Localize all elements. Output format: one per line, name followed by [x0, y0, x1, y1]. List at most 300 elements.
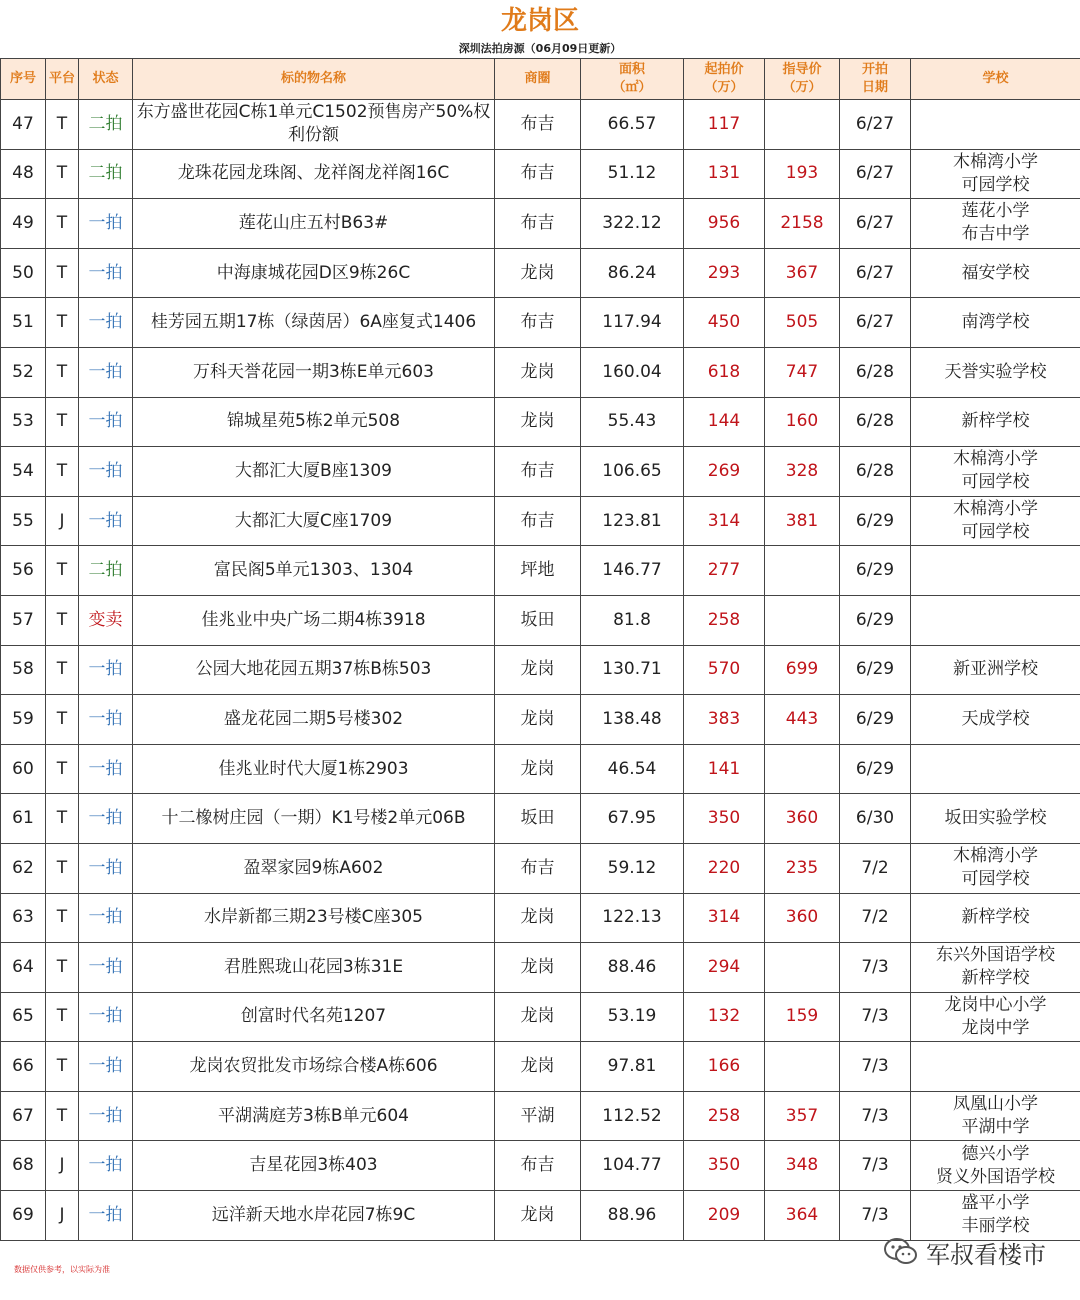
table-row — [1, 447, 1080, 497]
table-header-row — [1, 59, 1080, 100]
table-row — [1, 298, 1080, 348]
cell-school — [911, 397, 1080, 447]
cell-name: 佳兆业时代大厦1栋2903 — [133, 744, 495, 794]
cell-size: 117.94 — [581, 298, 684, 348]
cell-guide-price: 505 — [765, 298, 840, 348]
cell-guide-price: 357 — [765, 1091, 840, 1141]
cell-size: 88.96 — [581, 1191, 684, 1241]
cell-name: 中海康城花园D区9栋26C — [133, 248, 495, 298]
cell-name: 佳兆业中央广场二期4栋3918 — [133, 595, 495, 645]
header-zone: 商圈 — [495, 59, 581, 100]
cell-date: 6/28 — [840, 397, 911, 447]
cell-size: 55.43 — [581, 397, 684, 447]
cell-zone: 龙岗 — [495, 248, 581, 298]
school-line: 新梓学校 — [961, 968, 1030, 989]
cell-zone: 布吉 — [495, 447, 581, 497]
table-row — [1, 695, 1080, 745]
cell-platform: T — [46, 199, 79, 249]
table-row — [1, 992, 1080, 1042]
cell-school — [911, 546, 1080, 596]
cell-size: 46.54 — [581, 744, 684, 794]
watermark-text: 军叔看楼市 — [926, 1240, 1046, 1269]
cell-name: 公园大地花园五期37栋B栋503 — [133, 645, 495, 695]
cell-guide-price: 364 — [765, 1191, 840, 1241]
school-line: 天成学校 — [961, 708, 1030, 729]
cell-start-price: 350 — [684, 794, 765, 844]
cell-seq: 48 — [1, 149, 46, 199]
cell-seq: 61 — [1, 794, 46, 844]
cell-zone: 布吉 — [495, 1141, 581, 1191]
cell-guide-price — [765, 943, 840, 993]
school-line: 可园学校 — [961, 522, 1030, 543]
cell-status: 一拍 — [79, 992, 133, 1042]
table-body — [1, 100, 1080, 1241]
cell-start-price: 220 — [684, 843, 765, 893]
cell-start-price: 269 — [684, 447, 765, 497]
cell-seq: 47 — [1, 100, 46, 150]
cell-name: 桂芳园五期17栋（绿茵居）6A座复式1406 — [133, 298, 495, 348]
cell-seq: 53 — [1, 397, 46, 447]
cell-name: 创富时代名苑1207 — [133, 992, 495, 1042]
header-start-price — [684, 59, 765, 100]
cell-date: 6/27 — [840, 149, 911, 199]
listing-table — [0, 58, 1080, 1241]
cell-zone: 龙岗 — [495, 397, 581, 447]
table-row — [1, 199, 1080, 249]
wechat-icon — [884, 1237, 918, 1267]
cell-date: 7/2 — [840, 843, 911, 893]
school-line: 莲花小学 — [961, 201, 1030, 222]
cell-guide-price: 159 — [765, 992, 840, 1042]
cell-zone: 布吉 — [495, 149, 581, 199]
cell-school — [911, 943, 1080, 993]
cell-name: 莲花山庄五村B63# — [133, 199, 495, 249]
cell-zone: 布吉 — [495, 843, 581, 893]
cell-zone: 布吉 — [495, 199, 581, 249]
table-row — [1, 1042, 1080, 1092]
cell-platform: T — [46, 1042, 79, 1092]
school-line: 南湾学校 — [961, 312, 1030, 333]
cell-name: 平湖满庭芳3栋B单元604 — [133, 1091, 495, 1141]
cell-platform: T — [46, 248, 79, 298]
cell-size: 51.12 — [581, 149, 684, 199]
cell-date: 6/27 — [840, 199, 911, 249]
table-row — [1, 1091, 1080, 1141]
school-line: 贤义外国语学校 — [936, 1166, 1055, 1187]
cell-seq: 69 — [1, 1191, 46, 1241]
school-line: 可园学校 — [961, 472, 1030, 493]
header-status: 状态 — [79, 59, 133, 100]
cell-seq: 54 — [1, 447, 46, 497]
cell-platform: T — [46, 595, 79, 645]
cell-size: 59.12 — [581, 843, 684, 893]
cell-status: 二拍 — [79, 100, 133, 150]
cell-platform: T — [46, 744, 79, 794]
table-row — [1, 1141, 1080, 1191]
header-date — [840, 59, 911, 100]
cell-platform: T — [46, 645, 79, 695]
cell-zone: 龙岗 — [495, 992, 581, 1042]
cell-status: 一拍 — [79, 1091, 133, 1141]
cell-seq: 68 — [1, 1141, 46, 1191]
header-guide-line1: 指导价 — [782, 62, 822, 77]
cell-status: 一拍 — [79, 893, 133, 943]
cell-date: 6/27 — [840, 298, 911, 348]
cell-start-price: 144 — [684, 397, 765, 447]
header-size-line2: （㎡） — [612, 80, 652, 95]
cell-platform: J — [46, 496, 79, 546]
cell-seq: 49 — [1, 199, 46, 249]
cell-guide-price: 2158 — [765, 199, 840, 249]
header-guide-price — [765, 59, 840, 100]
school-line: 天誉实验学校 — [944, 361, 1047, 382]
table-row — [1, 248, 1080, 298]
table-row — [1, 843, 1080, 893]
cell-status: 一拍 — [79, 248, 133, 298]
cell-status: 一拍 — [79, 496, 133, 546]
page-title: 龙岗区 — [500, 6, 579, 36]
cell-size: 88.46 — [581, 943, 684, 993]
cell-status: 一拍 — [79, 1042, 133, 1092]
cell-status: 二拍 — [79, 546, 133, 596]
cell-start-price: 117 — [684, 100, 765, 150]
cell-platform: T — [46, 843, 79, 893]
header-name: 标的物名称 — [133, 59, 495, 100]
cell-guide-price: 193 — [765, 149, 840, 199]
cell-platform: T — [46, 992, 79, 1042]
school-line: 木棉湾小学 — [953, 449, 1038, 470]
cell-platform: T — [46, 546, 79, 596]
school-line: 龙岗中心小学 — [944, 994, 1047, 1015]
cell-platform: J — [46, 1191, 79, 1241]
header-seq: 序号 — [1, 59, 46, 100]
cell-date: 7/3 — [840, 1091, 911, 1141]
cell-start-price: 132 — [684, 992, 765, 1042]
cell-name: 东方盛世花园C栋1单元C1502预售房产50%权利份额 — [133, 100, 495, 150]
school-line: 可园学校 — [961, 174, 1030, 195]
cell-size: 104.77 — [581, 1141, 684, 1191]
cell-status: 一拍 — [79, 347, 133, 397]
cell-date: 7/3 — [840, 1141, 911, 1191]
school-line: 新梓学校 — [961, 907, 1030, 928]
cell-school — [911, 794, 1080, 844]
cell-status: 一拍 — [79, 794, 133, 844]
cell-status: 一拍 — [79, 744, 133, 794]
table-row — [1, 347, 1080, 397]
cell-start-price: 314 — [684, 893, 765, 943]
header-size-line1: 面积 — [618, 62, 645, 77]
cell-start-price: 166 — [684, 1042, 765, 1092]
table-row — [1, 100, 1080, 150]
cell-seq: 56 — [1, 546, 46, 596]
cell-status: 一拍 — [79, 298, 133, 348]
cell-name: 盈翠家园9栋A602 — [133, 843, 495, 893]
school-line: 坂田实验学校 — [944, 808, 1047, 829]
school-line: 福安学校 — [961, 262, 1030, 283]
header-size — [581, 59, 684, 100]
cell-seq: 65 — [1, 992, 46, 1042]
cell-size: 130.71 — [581, 645, 684, 695]
cell-zone: 布吉 — [495, 100, 581, 150]
table-row — [1, 397, 1080, 447]
cell-zone: 龙岗 — [495, 744, 581, 794]
cell-size: 67.95 — [581, 794, 684, 844]
cell-seq: 55 — [1, 496, 46, 546]
cell-start-price: 141 — [684, 744, 765, 794]
cell-zone: 龙岗 — [495, 1191, 581, 1241]
cell-name: 大都汇大厦C座1709 — [133, 496, 495, 546]
header-school: 学校 — [911, 59, 1080, 100]
cell-school — [911, 843, 1080, 893]
header-date-line1: 开拍 — [861, 62, 888, 77]
table-row — [1, 595, 1080, 645]
cell-platform: T — [46, 347, 79, 397]
cell-school — [911, 347, 1080, 397]
cell-platform: T — [46, 149, 79, 199]
cell-guide-price: 443 — [765, 695, 840, 745]
cell-seq: 52 — [1, 347, 46, 397]
cell-guide-price: 367 — [765, 248, 840, 298]
table-row — [1, 149, 1080, 199]
cell-date: 7/3 — [840, 943, 911, 993]
cell-size: 106.65 — [581, 447, 684, 497]
table-row — [1, 546, 1080, 596]
cell-name: 水岸新都三期23号楼C座305 — [133, 893, 495, 943]
cell-date: 6/29 — [840, 546, 911, 596]
cell-name: 锦城星苑5栋2单元508 — [133, 397, 495, 447]
cell-status: 变卖 — [79, 595, 133, 645]
cell-zone: 平湖 — [495, 1091, 581, 1141]
cell-name: 盛龙花园二期5号楼302 — [133, 695, 495, 745]
cell-school — [911, 100, 1080, 150]
cell-platform: J — [46, 1141, 79, 1191]
cell-school — [911, 695, 1080, 745]
cell-seq: 59 — [1, 695, 46, 745]
cell-platform: T — [46, 943, 79, 993]
cell-start-price: 293 — [684, 248, 765, 298]
cell-seq: 66 — [1, 1042, 46, 1092]
school-line: 木棉湾小学 — [953, 499, 1038, 520]
cell-date: 6/28 — [840, 347, 911, 397]
header-date-line2: 日期 — [861, 80, 888, 95]
cell-guide-price — [765, 595, 840, 645]
school-line: 可园学校 — [961, 869, 1030, 890]
cell-platform: T — [46, 1091, 79, 1141]
school-line: 凤凰山小学 — [953, 1094, 1038, 1115]
cell-seq: 58 — [1, 645, 46, 695]
cell-name: 君胜熙珑山花园3栋31E — [133, 943, 495, 993]
school-line: 新亚洲学校 — [953, 659, 1038, 680]
cell-platform: T — [46, 794, 79, 844]
school-line: 平湖中学 — [961, 1117, 1030, 1138]
cell-school — [911, 447, 1080, 497]
school-line: 龙岗中学 — [961, 1017, 1030, 1038]
cell-name: 远洋新天地水岸花园7栋9C — [133, 1191, 495, 1241]
cell-status: 一拍 — [79, 1191, 133, 1241]
cell-size: 138.48 — [581, 695, 684, 745]
table-row — [1, 645, 1080, 695]
cell-school — [911, 893, 1080, 943]
cell-zone: 布吉 — [495, 298, 581, 348]
cell-status: 一拍 — [79, 943, 133, 993]
cell-start-price: 209 — [684, 1191, 765, 1241]
cell-date: 6/29 — [840, 695, 911, 745]
cell-seq: 51 — [1, 298, 46, 348]
cell-size: 53.19 — [581, 992, 684, 1042]
header-platform: 平台 — [46, 59, 79, 100]
cell-status: 一拍 — [79, 843, 133, 893]
cell-date: 6/29 — [840, 744, 911, 794]
cell-status: 二拍 — [79, 149, 133, 199]
cell-platform: T — [46, 397, 79, 447]
cell-date: 7/3 — [840, 1191, 911, 1241]
cell-size: 160.04 — [581, 347, 684, 397]
table-row — [1, 943, 1080, 993]
cell-start-price: 618 — [684, 347, 765, 397]
cell-guide-price: 360 — [765, 893, 840, 943]
cell-size: 86.24 — [581, 248, 684, 298]
cell-zone: 坂田 — [495, 794, 581, 844]
cell-school — [911, 496, 1080, 546]
cell-zone: 龙岗 — [495, 1042, 581, 1092]
cell-start-price: 314 — [684, 496, 765, 546]
cell-guide-price — [765, 100, 840, 150]
school-line: 木棉湾小学 — [953, 151, 1038, 172]
table-row — [1, 794, 1080, 844]
cell-school — [911, 1141, 1080, 1191]
cell-date: 6/27 — [840, 248, 911, 298]
cell-school — [911, 149, 1080, 199]
cell-guide-price: 360 — [765, 794, 840, 844]
cell-zone: 龙岗 — [495, 893, 581, 943]
header-guide-line2: （万） — [782, 80, 822, 95]
table-row — [1, 496, 1080, 546]
cell-guide-price — [765, 1042, 840, 1092]
school-line: 布吉中学 — [961, 224, 1030, 245]
cell-guide-price — [765, 744, 840, 794]
cell-date: 7/3 — [840, 1042, 911, 1092]
cell-seq: 57 — [1, 595, 46, 645]
cell-school — [911, 298, 1080, 348]
cell-size: 322.12 — [581, 199, 684, 249]
cell-seq: 64 — [1, 943, 46, 993]
cell-name: 大都汇大厦B座1309 — [133, 447, 495, 497]
cell-status: 一拍 — [79, 397, 133, 447]
cell-guide-price: 699 — [765, 645, 840, 695]
school-line: 盛平小学 — [961, 1193, 1030, 1214]
cell-start-price: 131 — [684, 149, 765, 199]
cell-name: 吉星花园3栋403 — [133, 1141, 495, 1191]
school-line: 德兴小学 — [961, 1143, 1030, 1164]
school-line: 新梓学校 — [961, 411, 1030, 432]
cell-platform: T — [46, 100, 79, 150]
cell-start-price: 258 — [684, 595, 765, 645]
cell-platform: T — [46, 695, 79, 745]
cell-guide-price: 381 — [765, 496, 840, 546]
cell-start-price: 350 — [684, 1141, 765, 1191]
cell-start-price: 277 — [684, 546, 765, 596]
cell-size: 81.8 — [581, 595, 684, 645]
cell-date: 6/27 — [840, 100, 911, 150]
cell-date: 7/3 — [840, 992, 911, 1042]
cell-seq: 67 — [1, 1091, 46, 1141]
cell-seq: 60 — [1, 744, 46, 794]
cell-guide-price: 348 — [765, 1141, 840, 1191]
cell-school — [911, 595, 1080, 645]
cell-zone: 龙岗 — [495, 695, 581, 745]
cell-seq: 50 — [1, 248, 46, 298]
cell-size: 66.57 — [581, 100, 684, 150]
school-line: 木棉湾小学 — [953, 846, 1038, 867]
school-line: 丰丽学校 — [961, 1216, 1030, 1237]
cell-zone: 龙岗 — [495, 347, 581, 397]
cell-date: 6/30 — [840, 794, 911, 844]
cell-zone: 龙岗 — [495, 943, 581, 993]
cell-name: 十二橡树庄园（一期）K1号楼2单元06B — [133, 794, 495, 844]
cell-name: 龙岗农贸批发市场综合楼A栋606 — [133, 1042, 495, 1092]
cell-school — [911, 248, 1080, 298]
cell-start-price: 570 — [684, 645, 765, 695]
cell-guide-price: 235 — [765, 843, 840, 893]
watermark — [884, 1232, 1046, 1272]
cell-status: 一拍 — [79, 645, 133, 695]
school-line: 东兴外国语学校 — [936, 945, 1055, 966]
table-row — [1, 744, 1080, 794]
page-subtitle: 深圳法拍房源（06月09日更新） — [458, 42, 622, 55]
cell-guide-price: 328 — [765, 447, 840, 497]
cell-platform: T — [46, 298, 79, 348]
cell-name: 龙珠花园龙珠阁、龙祥阁龙祥阁16C — [133, 149, 495, 199]
cell-size: 112.52 — [581, 1091, 684, 1141]
cell-start-price: 956 — [684, 199, 765, 249]
cell-start-price: 450 — [684, 298, 765, 348]
cell-school — [911, 1091, 1080, 1141]
cell-status: 一拍 — [79, 1141, 133, 1191]
cell-date: 6/29 — [840, 595, 911, 645]
cell-zone: 坂田 — [495, 595, 581, 645]
footnote: 数据仅供参考，以实际为准 — [14, 1265, 110, 1274]
cell-zone: 龙岗 — [495, 645, 581, 695]
cell-name: 富民阁5单元1303、1304 — [133, 546, 495, 596]
cell-status: 一拍 — [79, 199, 133, 249]
cell-name: 万科天誉花园一期3栋E单元603 — [133, 347, 495, 397]
cell-school — [911, 199, 1080, 249]
cell-size: 146.77 — [581, 546, 684, 596]
cell-date: 6/29 — [840, 645, 911, 695]
cell-school — [911, 744, 1080, 794]
cell-platform: T — [46, 447, 79, 497]
cell-seq: 62 — [1, 843, 46, 893]
cell-date: 6/29 — [840, 496, 911, 546]
cell-size: 123.81 — [581, 496, 684, 546]
cell-school — [911, 992, 1080, 1042]
cell-size: 97.81 — [581, 1042, 684, 1092]
cell-status: 一拍 — [79, 447, 133, 497]
table-row — [1, 893, 1080, 943]
cell-seq: 63 — [1, 893, 46, 943]
cell-school — [911, 645, 1080, 695]
cell-status: 一拍 — [79, 695, 133, 745]
cell-start-price: 383 — [684, 695, 765, 745]
cell-date: 7/2 — [840, 893, 911, 943]
cell-guide-price — [765, 546, 840, 596]
cell-zone: 坪地 — [495, 546, 581, 596]
cell-date: 6/28 — [840, 447, 911, 497]
header-start-line1: 起拍价 — [704, 62, 744, 77]
cell-start-price: 258 — [684, 1091, 765, 1141]
header-start-line2: （万） — [704, 80, 744, 95]
cell-guide-price: 160 — [765, 397, 840, 447]
